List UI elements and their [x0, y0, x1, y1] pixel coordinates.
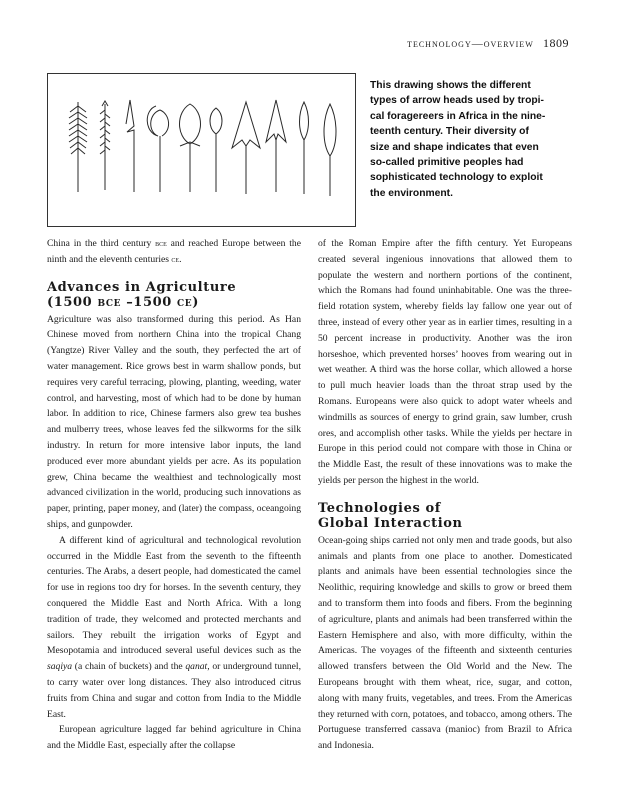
intro-paragraph: China in the third century bce and reached Europe between the ninth and the eleventh centuries ce.: [47, 238, 301, 265]
running-header-section: technology—overview: [407, 38, 534, 50]
section-heading-global-interaction: Technologies of Global Interaction: [318, 500, 463, 531]
arrowhead-9: [300, 102, 309, 194]
caption-line: types of arrow heads used by tropi-: [370, 95, 544, 107]
arrowhead-5: [180, 104, 201, 192]
page-number: 1809: [543, 36, 569, 50]
arrowhead-2: [100, 101, 110, 190]
arrowhead-3: [126, 100, 134, 192]
body-paragraph: A different kind of agricultural and technological revolution occurred in the Middle East from the seventh to the fifteenth centuries. The Arabs, a desert people, had domesticated the camel for use in regions too dry for horses. In the seventh century, they conquered the Middle East and North Africa. With a long tradition of trade, they welcomed and protected merchants and sailors. They rebuilt the irrigation works of Egypt and Mesopotamia and introduced several useful devices such as the saqiya (a chain of buckets) and the qanat, or underground tunnel, to carry water over long distances. They also introduced citrus fruits from China and sugar and cotton from India to the Middle East.: [47, 534, 301, 720]
caption-line: the environment.: [370, 187, 453, 199]
arrowhead-1: [69, 102, 87, 192]
body-paragraph: European agriculture lagged far behind agriculture in China and the Middle East, especially after the collapse: [47, 724, 301, 752]
arrowhead-10: [324, 104, 336, 196]
arrowhead-6: [210, 108, 222, 192]
caption-line: so-called primitive peoples had: [370, 157, 524, 169]
running-header: [407, 36, 569, 51]
arrowhead-8: [266, 100, 286, 192]
arrowhead-illustration: [47, 73, 356, 227]
body-paragraph: Agriculture was also transformed during this period. As Han Chinese moved from northern China into the tropical Chang (Yangtze) River Valley and the south, they perfected the art of water management. Rice grows best in warm shallow ponds, but requires very careful terracing, plowing, planting, weeding, water control, and harvesting, most of which had to be done by human labor. In addition to rice, Chinese farmers also grew tea bushes and mulberry trees, whose leaves fed the silkworms for the silk industry. In return for more intensive labor inputs, the land produced ever more abundant yields per acre. As its population grew, China became the wealthiest and technologically most advanced civilization in the world, producing such innovations as paper, printing, paper money, and (later) the compass, oceangoing ships, and gunpowder.: [47, 313, 301, 530]
figure-caption: [370, 78, 570, 201]
body-paragraph: of the Roman Empire after the fifth century. Yet Europeans created several ingenious innovations that allowed them to populate the western and northern portions of the continent, which the Romans had found uninhabitable. One was the three-field rotation system, whereby fields lay fallow one year out of three, instead of every other year as in earlier times, resulting in a 50 percent increase in productivity. Another was the iron horseshoe, which prevented horses’ hooves from wearing out in wet weather. A third was the horse collar, which allowed a horse to pull much heavier loads than the throat strap used by the Romans. Europeans were also quick to adopt water wheels and windmills as sources of energy to grind grain, saw lumber, crush ores, and accomplish other tasks. While the yields per hectare in Europe in this period could not compare with those in China or the Middle East, the result of these innovations was to make the yields per person the highest in the world.: [318, 238, 572, 486]
section-heading-agriculture: Advances in Agriculture (1500 bce –1500 ce): [47, 279, 237, 310]
caption-line: teenth century. Their diversity of: [370, 126, 529, 138]
caption-line: This drawing shows the different: [370, 80, 531, 91]
right-column: [318, 236, 572, 754]
body-paragraph: Ocean-going ships carried not only men and trade goods, but also animals and plants from one place to another. Domesticated plants and animals have been essential technologies since the Neolithic, requiring knowledge and skills to grow or breed them and to transform them into foods and fibers. From the beginning of agriculture, plants and animals had been transferred within the Eastern Hemisphere and also, with more difficulty, within the Americas. The voyages of the fifteenth and sixteenth centuries allowed transfers between the Old World and the New. The Europeans brought with them wheat, rice, sugar, and cotton, along with many fruits, vegetables, and trees. From the Americas they returned with corn, potatoes, and tobacco, among others. The Portuguese transferred cassava (manioc) from Brazil to Africa and Indonesia.: [318, 534, 572, 752]
caption-line: cal foragereers in Africa in the nine-: [370, 110, 546, 122]
caption-line: sophisticated technology to exploit: [370, 172, 543, 184]
left-column: [47, 236, 301, 754]
arrowhead-7: [232, 102, 260, 194]
arrowhead-4: [147, 106, 168, 192]
arrowheads-drawing: [48, 74, 357, 228]
caption-line: size and shape indicates that even: [370, 141, 539, 153]
